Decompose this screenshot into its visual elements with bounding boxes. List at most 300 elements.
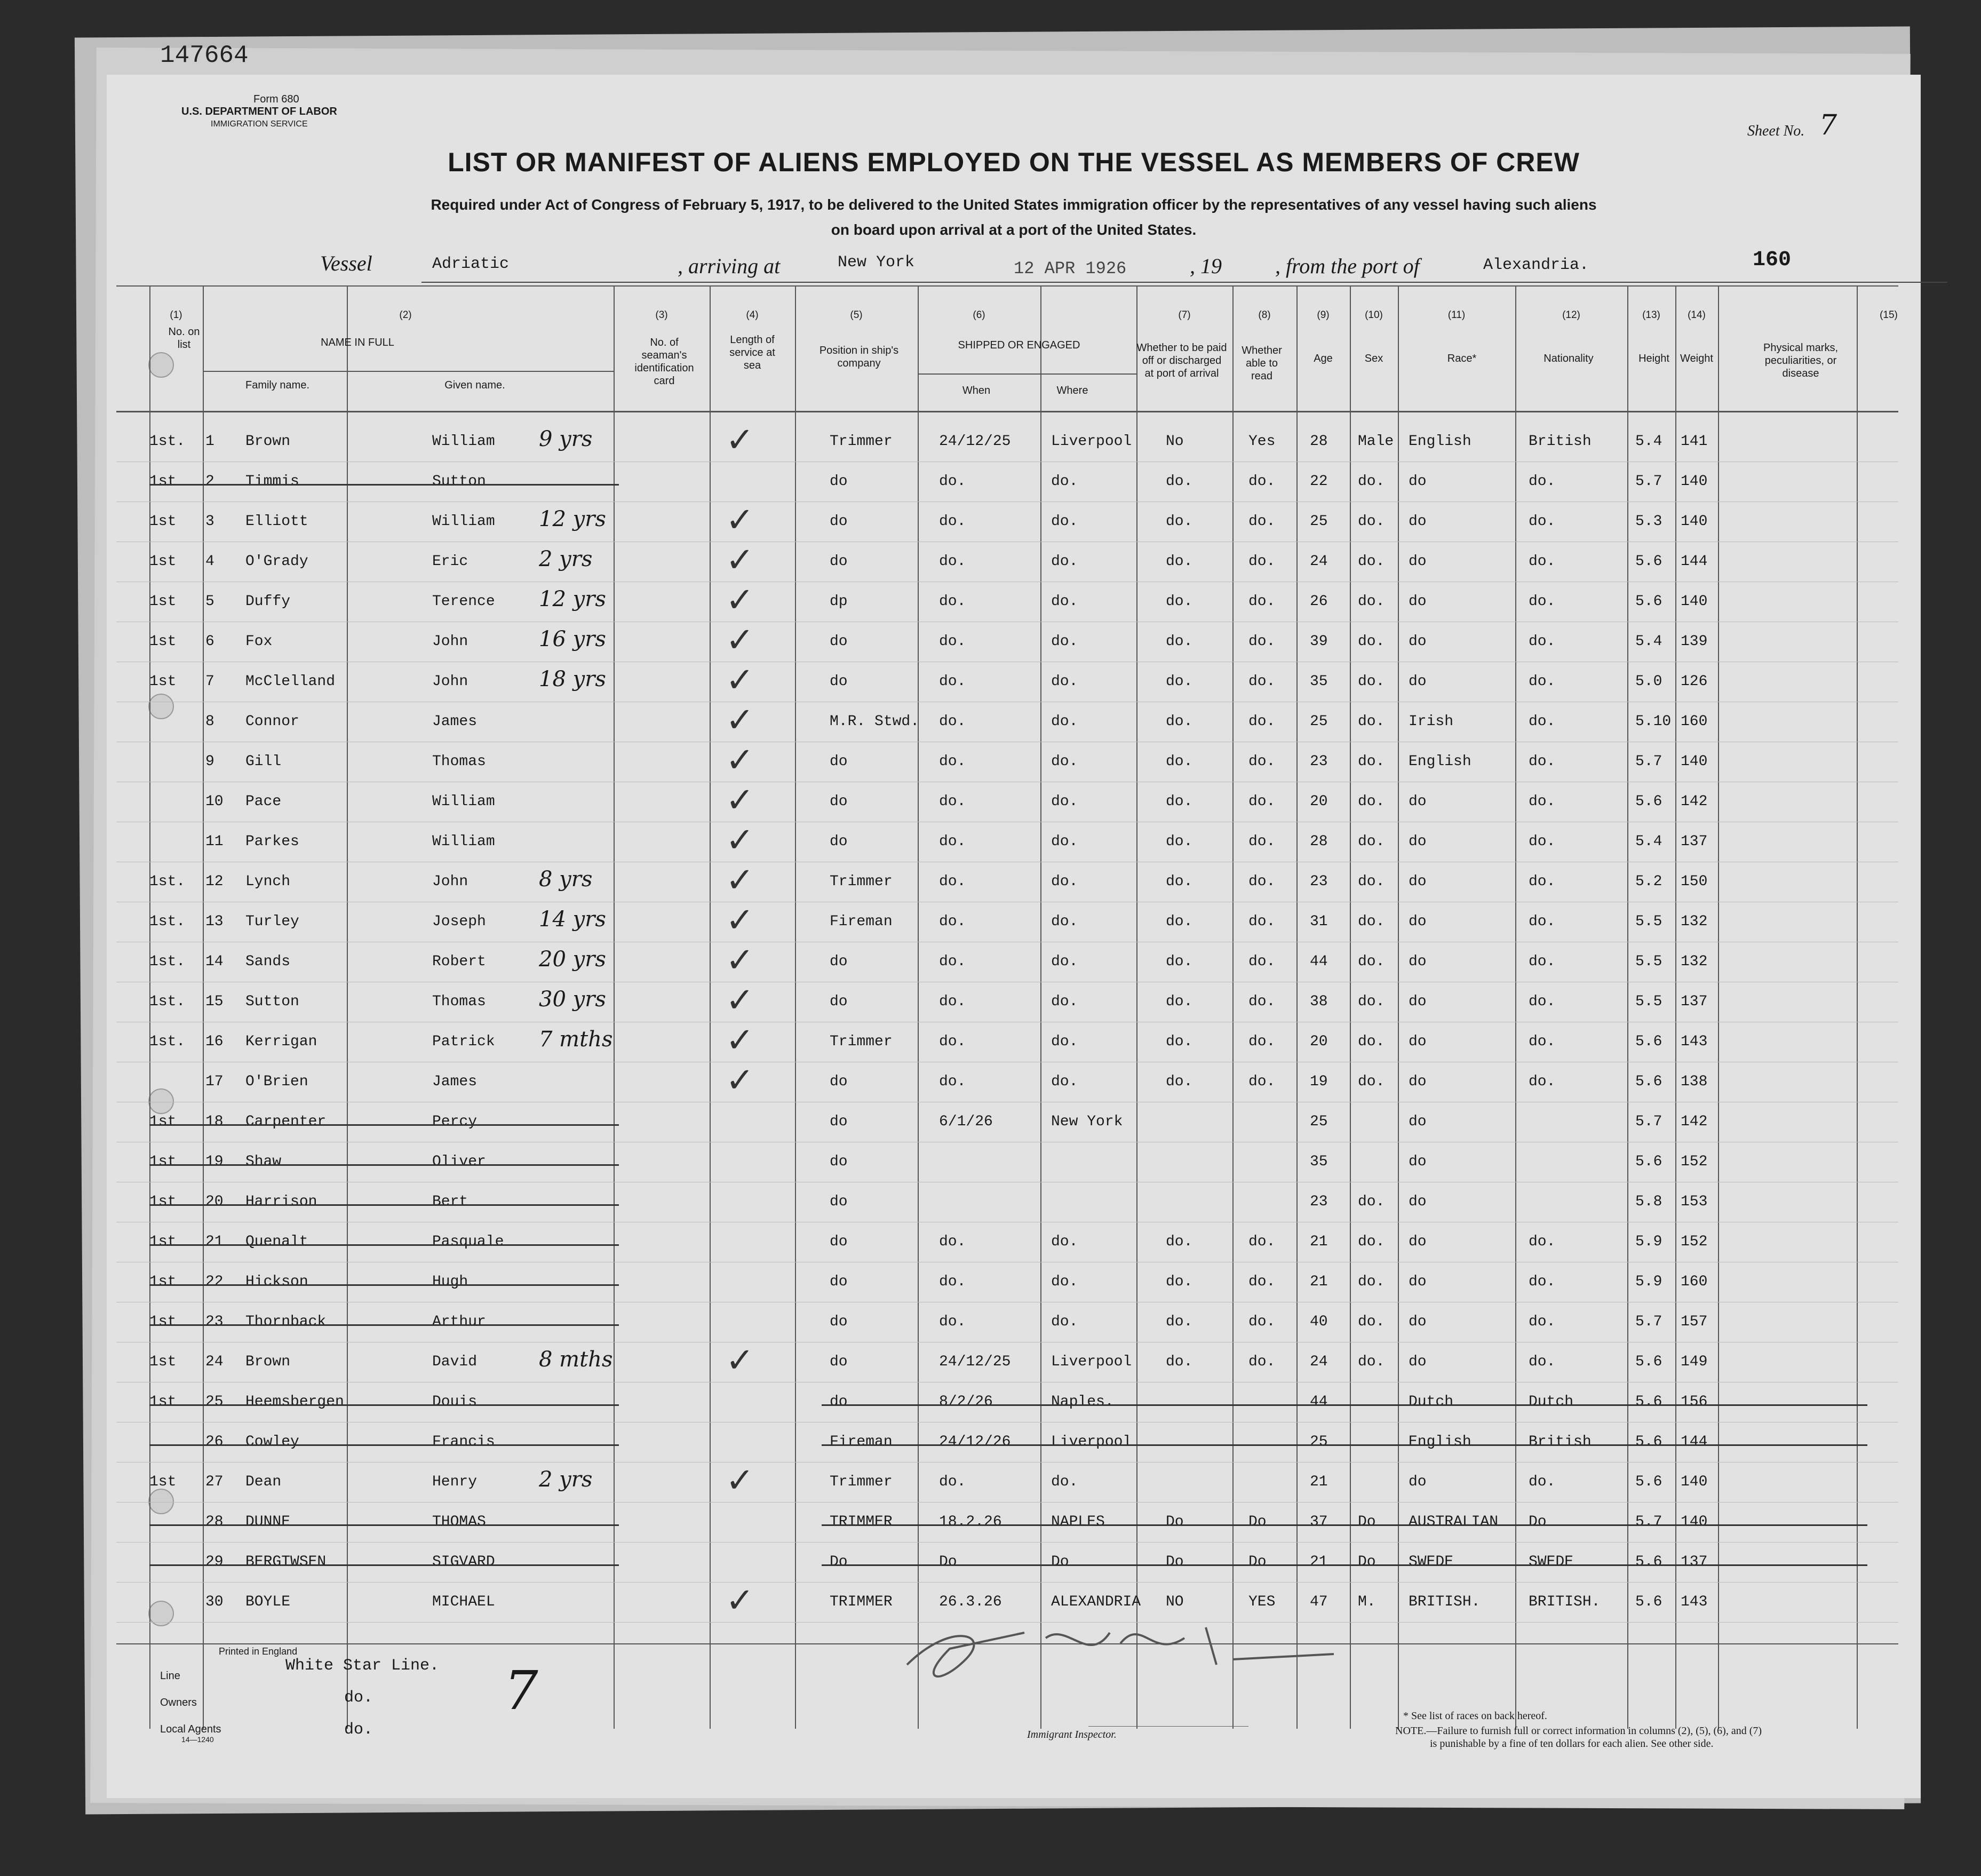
list-number-cell: 25	[205, 1394, 224, 1410]
form-number: Form 680	[253, 93, 299, 105]
given-name-cell: William	[432, 433, 495, 450]
nationality-cell: do.	[1529, 473, 1556, 490]
when-cell: 26.3.26	[939, 1594, 1002, 1610]
when-cell: do.	[939, 953, 966, 970]
paid-off-cell: do.	[1166, 873, 1193, 890]
header-shipped: SHIPPED OR ENGAGED	[958, 339, 1080, 351]
height-cell: 5.6	[1635, 1074, 1662, 1090]
position-cell: do	[830, 1154, 848, 1170]
where-cell: do.	[1051, 1034, 1078, 1050]
strikethrough-line	[149, 1524, 619, 1526]
when-cell: do.	[939, 1234, 966, 1250]
owners-value: do.	[344, 1689, 373, 1707]
able-to-read-cell: Yes	[1248, 433, 1276, 450]
sex-cell: do.	[1358, 953, 1385, 970]
note-line-2: is punishable by a fine of ten dollars for each alien. See other side.	[1430, 1738, 1714, 1750]
position-cell: do	[830, 993, 848, 1010]
when-cell: Do	[939, 1554, 957, 1570]
name-subrule	[203, 371, 614, 372]
able-to-read-cell: do.	[1248, 953, 1276, 970]
list-number-cell: 26	[205, 1434, 224, 1450]
check-mark-icon: ✓	[726, 821, 754, 860]
given-name-cell: SIGVARD	[432, 1554, 495, 1570]
race-cell: do	[1409, 993, 1427, 1010]
height-cell: 5.6	[1635, 593, 1662, 610]
list-number-cell: 10	[205, 793, 224, 810]
position-cell: do	[830, 1394, 848, 1410]
when-cell: do.	[939, 673, 966, 690]
list-number-cell: 5	[205, 593, 214, 610]
header-when: When	[962, 385, 991, 396]
where-cell: do.	[1051, 1314, 1078, 1330]
position-cell: do	[830, 553, 848, 570]
age-cell: 26	[1310, 593, 1328, 610]
where-cell: do.	[1051, 793, 1078, 810]
check-mark-icon: ✓	[726, 661, 754, 700]
nationality-cell: do.	[1529, 1074, 1556, 1090]
table-row	[107, 781, 1921, 827]
race-cell: do	[1409, 833, 1427, 850]
nationality-cell: do.	[1529, 793, 1556, 810]
able-to-read-cell: do.	[1248, 993, 1276, 1010]
list-number-cell: 29	[205, 1554, 224, 1570]
sex-cell: do.	[1358, 753, 1385, 770]
when-cell: do.	[939, 833, 966, 850]
height-cell: 5.7	[1635, 1114, 1662, 1130]
where-cell: NAPLES	[1051, 1514, 1105, 1530]
paid-off-cell: Do	[1166, 1554, 1184, 1570]
height-cell: 5.6	[1635, 1034, 1662, 1050]
age-cell: 25	[1310, 513, 1328, 530]
family-name-cell: O'Brien	[245, 1074, 308, 1090]
vessel-label: Vessel	[320, 251, 372, 275]
strikethrough-line	[822, 1524, 1867, 1526]
able-to-read-cell: do.	[1248, 753, 1276, 770]
list-number-cell: 19	[205, 1154, 224, 1170]
able-to-read-cell: do.	[1248, 1274, 1276, 1290]
given-name-cell: James	[432, 1074, 478, 1090]
height-cell: 5.6	[1635, 553, 1662, 570]
column-number: (1)	[170, 309, 182, 321]
race-cell: do	[1409, 1034, 1427, 1050]
age-cell: 25	[1310, 713, 1328, 730]
paid-off-cell: NO	[1166, 1594, 1184, 1610]
nationality-cell: do.	[1529, 673, 1556, 690]
height-cell: 5.6	[1635, 1474, 1662, 1490]
position-cell: M.R. Stwd.	[830, 713, 920, 730]
race-cell: AUSTRALIAN	[1409, 1514, 1499, 1530]
form-code: 14—1240	[181, 1735, 214, 1744]
paid-off-cell: do.	[1166, 1354, 1193, 1370]
able-to-read-cell: do.	[1248, 1034, 1276, 1050]
column-number: (15)	[1880, 309, 1898, 321]
family-name-cell: Connor	[245, 713, 299, 730]
race-cell: do	[1409, 473, 1427, 490]
arriving-label: , arriving at	[678, 254, 781, 278]
sex-cell: do.	[1358, 793, 1385, 810]
paid-off-cell: do.	[1166, 473, 1193, 490]
when-cell: do.	[939, 593, 966, 610]
weight-cell: 150	[1681, 873, 1708, 890]
given-name-cell: Thomas	[432, 753, 486, 770]
height-cell: 5.0	[1635, 673, 1662, 690]
given-name-cell: Arthur	[432, 1314, 486, 1330]
sex-cell: do.	[1358, 1314, 1385, 1330]
sex-cell: Do	[1358, 1514, 1376, 1530]
vessel-name: Adriatic	[432, 255, 510, 273]
sex-cell: do.	[1358, 1354, 1385, 1370]
race-cell: do	[1409, 1314, 1427, 1330]
service-note-cell: 12 yrs	[539, 587, 606, 611]
sex-cell: Do	[1358, 1554, 1376, 1570]
list-number-cell: 27	[205, 1474, 224, 1490]
position-cell: do	[830, 1194, 848, 1210]
inspector-line	[1088, 1726, 1248, 1727]
table-row	[107, 701, 1921, 747]
nationality-cell: do.	[1529, 993, 1556, 1010]
family-name-cell: Hickson	[245, 1274, 308, 1290]
able-to-read-cell: do.	[1248, 833, 1276, 850]
nationality-cell: do.	[1529, 513, 1556, 530]
check-mark-icon: ✓	[726, 1581, 754, 1620]
weight-cell: 160	[1681, 713, 1708, 730]
family-name-cell: Elliott	[245, 513, 308, 530]
column-number: (13)	[1642, 309, 1660, 321]
age-cell: 23	[1310, 753, 1328, 770]
when-cell: do.	[939, 1274, 966, 1290]
age-cell: 24	[1310, 553, 1328, 570]
position-cell: do	[830, 753, 848, 770]
when-cell: 8/2/26	[939, 1394, 993, 1410]
table-row	[107, 581, 1921, 627]
strikethrough-line	[149, 1564, 619, 1566]
column-number: (5)	[850, 309, 863, 321]
height-cell: 5.5	[1635, 993, 1662, 1010]
header-position: Position in ship's company	[819, 345, 899, 369]
family-name-cell: Brown	[245, 433, 291, 450]
service-note-cell: 7 mths	[539, 1027, 613, 1052]
inspector-label: Immigrant Inspector.	[1027, 1729, 1117, 1740]
class-cell: 1st.	[149, 913, 186, 930]
header-where: Where	[1056, 385, 1088, 396]
sex-cell: do.	[1358, 1034, 1385, 1050]
class-cell: 1st	[149, 473, 177, 490]
when-cell: do.	[939, 473, 966, 490]
given-name-cell: John	[432, 673, 468, 690]
list-number-cell: 14	[205, 953, 224, 970]
race-cell: do	[1409, 1354, 1427, 1370]
position-cell: dp	[830, 593, 848, 610]
age-cell: 28	[1310, 833, 1328, 850]
height-cell: 5.6	[1635, 793, 1662, 810]
strikethrough-line	[149, 1444, 619, 1446]
strikethrough-line	[149, 1164, 619, 1166]
table-row	[107, 741, 1921, 787]
sex-cell: do.	[1358, 1074, 1385, 1090]
strikethrough-line	[149, 1124, 619, 1126]
able-to-read-cell: do.	[1248, 793, 1276, 810]
check-mark-icon: ✓	[726, 1021, 754, 1060]
age-cell: 19	[1310, 1074, 1328, 1090]
page-title: LIST OR MANIFEST OF ALIENS EMPLOYED ON THE VESSEL AS MEMBERS OF CREW	[448, 147, 1580, 177]
where-cell: do.	[1051, 513, 1078, 530]
race-cell: do	[1409, 1234, 1427, 1250]
service-note-cell: 2 yrs	[539, 1467, 593, 1492]
race-cell: do	[1409, 553, 1427, 570]
sex-cell: do.	[1358, 673, 1385, 690]
column-number: (4)	[746, 309, 759, 321]
sex-cell: M.	[1358, 1594, 1376, 1610]
weight-cell: 152	[1681, 1154, 1708, 1170]
family-name-cell: Lynch	[245, 873, 291, 890]
class-cell: 1st	[149, 1194, 177, 1210]
where-cell: Do	[1051, 1554, 1069, 1570]
weight-cell: 137	[1681, 993, 1708, 1010]
sex-cell: do.	[1358, 633, 1385, 650]
family-name-cell: Carpenter	[245, 1114, 327, 1130]
header-nationality: Nationality	[1544, 353, 1594, 364]
when-cell: do.	[939, 633, 966, 650]
race-cell: do	[1409, 1274, 1427, 1290]
when-cell: do.	[939, 1474, 966, 1490]
sex-cell: do.	[1358, 553, 1385, 570]
race-cell: do	[1409, 1074, 1427, 1090]
family-name-cell: McClelland	[245, 673, 336, 690]
age-cell: 25	[1310, 1434, 1328, 1450]
position-cell: Do	[830, 1554, 848, 1570]
age-cell: 28	[1310, 433, 1328, 450]
header-name-in-full: NAME IN FULL	[321, 337, 394, 348]
paid-off-cell: do.	[1166, 513, 1193, 530]
check-mark-icon: ✓	[726, 981, 754, 1020]
service-note-cell: 12 yrs	[539, 507, 606, 531]
table-row	[107, 1021, 1921, 1067]
paid-off-cell: do.	[1166, 673, 1193, 690]
position-cell: Trimmer	[830, 433, 893, 450]
service-note-cell: 8 yrs	[539, 867, 593, 892]
age-cell: 44	[1310, 1394, 1328, 1410]
table-row	[107, 861, 1921, 907]
weight-cell: 140	[1681, 593, 1708, 610]
nationality-cell: do.	[1529, 1354, 1556, 1370]
where-cell: do.	[1051, 1274, 1078, 1290]
service: IMMIGRATION SERVICE	[211, 120, 308, 129]
when-cell: do.	[939, 913, 966, 930]
where-cell: do.	[1051, 1234, 1078, 1250]
check-mark-icon: ✓	[726, 861, 754, 900]
height-cell: 5.5	[1635, 913, 1662, 930]
weight-cell: 157	[1681, 1314, 1708, 1330]
given-name-cell: William	[432, 793, 495, 810]
race-cell: do	[1409, 873, 1427, 890]
arriving-port: New York	[838, 253, 915, 272]
position-cell: do	[830, 833, 848, 850]
height-cell: 5.2	[1635, 873, 1662, 890]
check-mark-icon: ✓	[726, 1061, 754, 1100]
sex-cell: do.	[1358, 833, 1385, 850]
given-name-cell: William	[432, 513, 495, 530]
where-cell: Naples.	[1051, 1394, 1114, 1410]
service-note-cell: 18 yrs	[539, 667, 606, 691]
family-name-cell: Timmis	[245, 473, 299, 490]
paid-off-cell: do.	[1166, 553, 1193, 570]
table-row	[107, 467, 1921, 507]
family-name-cell: Sutton	[245, 993, 299, 1010]
weight-cell: 139	[1681, 633, 1708, 650]
given-name-cell: David	[432, 1354, 478, 1370]
where-cell: do.	[1051, 1474, 1078, 1490]
able-to-read-cell: do.	[1248, 553, 1276, 570]
nationality-cell: do.	[1529, 1474, 1556, 1490]
where-cell: do.	[1051, 993, 1078, 1010]
race-cell: English	[1409, 753, 1471, 770]
table-row	[107, 821, 1921, 867]
class-cell: 1st.	[149, 1034, 186, 1050]
when-cell: do.	[939, 1034, 966, 1050]
nationality-cell: do.	[1529, 913, 1556, 930]
nationality-cell: do.	[1529, 953, 1556, 970]
class-cell: 1st	[149, 593, 177, 610]
sheet-label: Sheet No.	[1747, 123, 1805, 139]
list-number-cell: 8	[205, 713, 214, 730]
family-name-cell: Parkes	[245, 833, 299, 850]
weight-cell: 140	[1681, 513, 1708, 530]
header-sex: Sex	[1364, 353, 1383, 364]
header-family-name: Family name.	[245, 379, 310, 391]
family-name-cell: Heemsbergen	[245, 1394, 344, 1410]
where-cell: do.	[1051, 873, 1078, 890]
family-name-cell: Turley	[245, 913, 299, 930]
race-cell: do	[1409, 593, 1427, 610]
when-cell: do.	[939, 1314, 966, 1330]
nationality-cell: do.	[1529, 753, 1556, 770]
list-number-cell: 9	[205, 753, 214, 770]
when-cell: do.	[939, 993, 966, 1010]
able-to-read-cell: do.	[1248, 633, 1276, 650]
department: U.S. DEPARTMENT OF LABOR	[181, 106, 337, 117]
table-row	[107, 1387, 1921, 1427]
where-cell: do.	[1051, 713, 1078, 730]
able-to-read-cell: YES	[1248, 1594, 1276, 1610]
position-cell: do	[830, 953, 848, 970]
height-cell: 5.6	[1635, 1594, 1662, 1610]
given-name-cell: Robert	[432, 953, 486, 970]
where-cell: Liverpool	[1051, 1434, 1132, 1450]
given-name-cell: Sutton	[432, 473, 486, 490]
list-number-cell: 23	[205, 1314, 224, 1330]
sex-cell: Male	[1358, 433, 1394, 450]
age-cell: 47	[1310, 1594, 1328, 1610]
table-row	[107, 1341, 1921, 1387]
list-number-cell: 18	[205, 1114, 224, 1130]
height-cell: 5.3	[1635, 513, 1662, 530]
nationality-cell: do.	[1529, 1034, 1556, 1050]
able-to-read-cell: do.	[1248, 1314, 1276, 1330]
race-cell: English	[1409, 1434, 1471, 1450]
race-cell: do	[1409, 673, 1427, 690]
able-to-read-cell: do.	[1248, 473, 1276, 490]
when-cell: do.	[939, 753, 966, 770]
able-to-read-cell: do.	[1248, 673, 1276, 690]
check-mark-icon: ✓	[726, 1461, 754, 1500]
given-name-cell: THOMAS	[432, 1514, 486, 1530]
race-cell: do	[1409, 513, 1427, 530]
column-number: (14)	[1688, 309, 1706, 321]
height-cell: 5.5	[1635, 953, 1662, 970]
list-number-cell: 2	[205, 473, 214, 490]
nationality-cell: do.	[1529, 1274, 1556, 1290]
table-row	[107, 621, 1921, 667]
service-note-cell: 8 mths	[539, 1347, 613, 1372]
check-mark-icon: ✓	[726, 500, 754, 540]
paid-off-cell: do.	[1166, 1234, 1193, 1250]
races-footnote: * See list of races on back hereof.	[1403, 1710, 1547, 1722]
class-cell: 1st	[149, 1154, 177, 1170]
height-cell: 5.6	[1635, 1434, 1662, 1450]
strikethrough-line	[149, 484, 619, 486]
height-cell: 5.6	[1635, 1394, 1662, 1410]
table-row	[107, 1547, 1921, 1587]
race-cell: do	[1409, 1474, 1427, 1490]
age-cell: 21	[1310, 1554, 1328, 1570]
height-cell: 5.6	[1635, 1554, 1662, 1570]
sheet-number: 7	[1819, 109, 1837, 141]
list-number-cell: 11	[205, 833, 224, 850]
height-cell: 5.4	[1635, 633, 1662, 650]
position-cell: Fireman	[830, 1434, 893, 1450]
table-row	[107, 500, 1921, 547]
check-mark-icon: ✓	[726, 540, 754, 580]
weight-cell: 143	[1681, 1594, 1708, 1610]
list-number-cell: 16	[205, 1034, 224, 1050]
able-to-read-cell: do.	[1248, 873, 1276, 890]
table-row	[107, 1187, 1921, 1227]
given-name-cell: James	[432, 713, 478, 730]
able-to-read-cell: do.	[1248, 1234, 1276, 1250]
when-cell: 24/12/25	[939, 1354, 1011, 1370]
manifest-sheet	[107, 75, 1921, 1798]
family-name-cell: Dean	[245, 1474, 282, 1490]
race-cell: do	[1409, 953, 1427, 970]
check-mark-icon: ✓	[726, 901, 754, 940]
column-number: (6)	[973, 309, 985, 321]
sex-cell: do.	[1358, 1274, 1385, 1290]
list-number-cell: 20	[205, 1194, 224, 1210]
paid-off-cell: do.	[1166, 1074, 1193, 1090]
weight-cell: 138	[1681, 1074, 1708, 1090]
age-cell: 35	[1310, 673, 1328, 690]
given-name-cell: Hugh	[432, 1274, 468, 1290]
weight-cell: 141	[1681, 433, 1708, 450]
family-name-cell: Quenalt	[245, 1234, 308, 1250]
age-cell: 21	[1310, 1234, 1328, 1250]
position-cell: Trimmer	[830, 873, 893, 890]
position-cell: do	[830, 633, 848, 650]
shipped-subrule	[918, 373, 1136, 375]
list-number-cell: 15	[205, 993, 224, 1010]
able-to-read-cell: Do	[1248, 1554, 1267, 1570]
table-row	[107, 1227, 1921, 1267]
nationality-cell: Do	[1529, 1514, 1547, 1530]
table-row	[107, 420, 1921, 467]
age-cell: 38	[1310, 993, 1328, 1010]
subtitle-line-2: on board upon arrival at a port of the United States.	[831, 221, 1197, 238]
position-cell: do	[830, 1234, 848, 1250]
given-name-cell: Pasquale	[432, 1234, 504, 1250]
agents-label: Local Agents	[160, 1723, 221, 1735]
given-name-cell: William	[432, 833, 495, 850]
check-mark-icon: ✓	[726, 420, 754, 460]
